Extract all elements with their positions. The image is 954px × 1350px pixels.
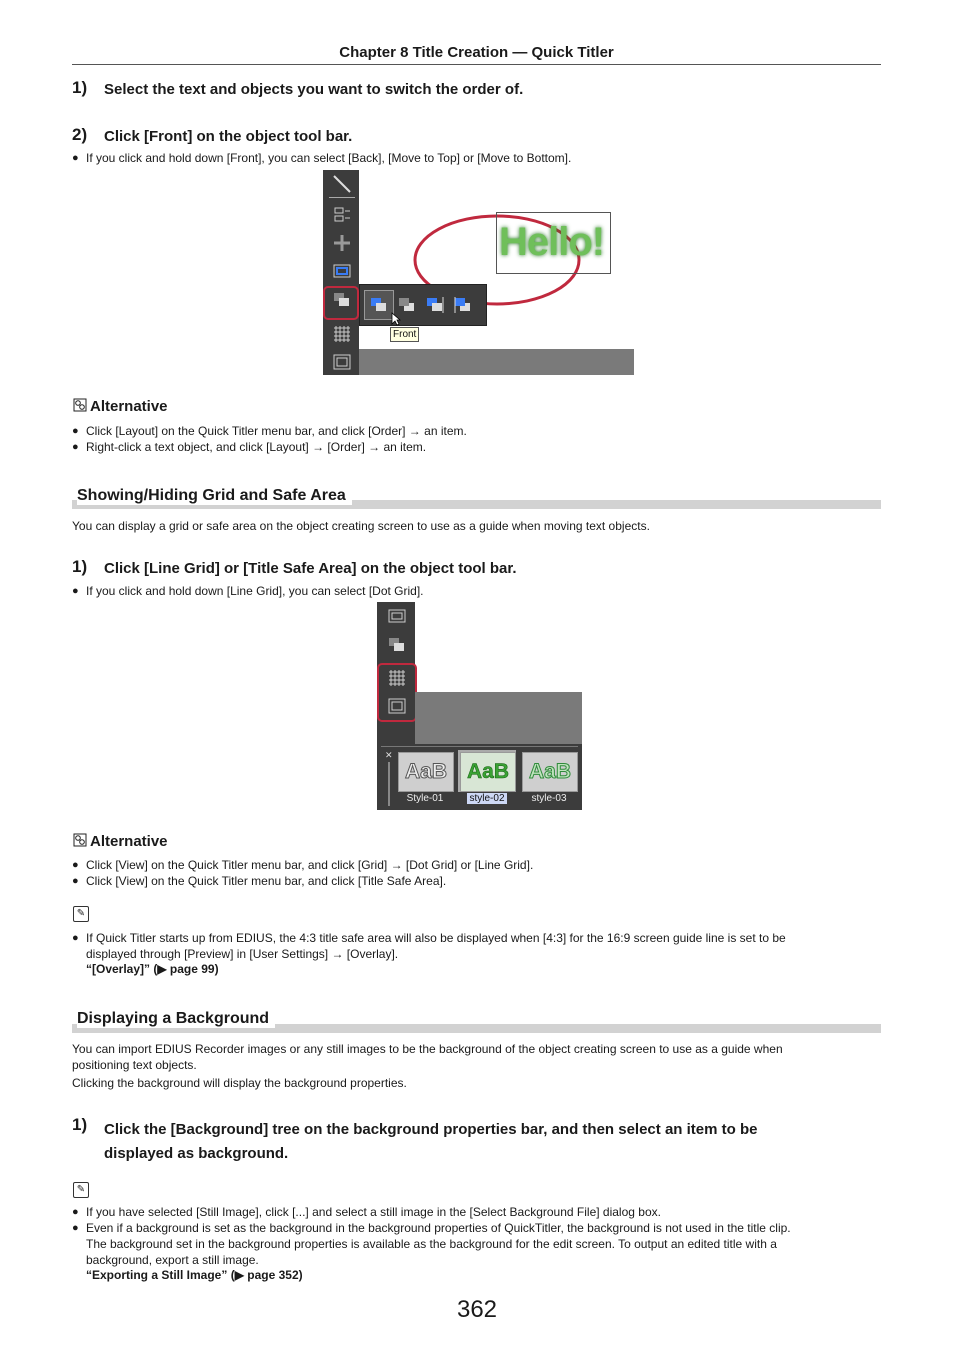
note-2-cross-reference[interactable]: “Exporting a Still Image” (▶ page 352) bbox=[86, 1268, 303, 1282]
grid-step-1-number: 1) bbox=[72, 557, 88, 576]
style-02-label[interactable]: style-02 bbox=[467, 793, 507, 804]
canvas-area-2 bbox=[415, 692, 582, 744]
page-number: 362 bbox=[456, 1296, 498, 1323]
center-tool-icon[interactable] bbox=[331, 260, 353, 282]
order-flyout bbox=[359, 284, 487, 326]
step-2-number: 2) bbox=[72, 125, 88, 144]
step-1-text: Select the text and objects you want to switch the order of. bbox=[104, 81, 524, 98]
style-01-label: Style-01 bbox=[406, 793, 444, 804]
flyout-front-icon[interactable] bbox=[368, 294, 390, 316]
note-icon-2: ✎ bbox=[73, 1182, 89, 1198]
style-panel bbox=[377, 744, 582, 810]
section-grid-intro: You can display a grid or safe area on the object creating screen to use as a guide when moving text objects. bbox=[72, 519, 650, 533]
chapter-header: Chapter 8 Title Creation — Quick Titler bbox=[339, 44, 614, 61]
distribute-tool-icon[interactable] bbox=[331, 232, 353, 254]
grid-step-1-text: Click [Line Grid] or [Title Safe Area] on the object tool bar. bbox=[104, 560, 517, 577]
step-1-number: 1) bbox=[72, 78, 88, 97]
order-front-icon-2[interactable] bbox=[386, 635, 408, 657]
panel-scroll-track[interactable] bbox=[388, 762, 390, 806]
canvas-area bbox=[359, 349, 634, 375]
style-01-thumbnail[interactable] bbox=[398, 752, 454, 792]
header-rule bbox=[72, 64, 881, 65]
note-1-bullet: ● If Quick Titler starts up from EDIUS, the 4:3 title safe area will also be displayed when [4:3] for the 16:9 screen guide line is set to be displayed through [Preview] in [User Settings] → [Overlay]. bbox=[72, 931, 786, 961]
style-02-thumbnail[interactable] bbox=[460, 752, 516, 792]
toolbar-divider bbox=[329, 197, 355, 198]
style-03-sample: AaB bbox=[528, 760, 571, 783]
title-safe-area-icon[interactable] bbox=[331, 351, 353, 373]
alternative-icon bbox=[73, 398, 87, 412]
flyout-move-to-top-icon[interactable] bbox=[424, 294, 446, 316]
section-background-title: Displaying a Background bbox=[77, 1010, 275, 1028]
note-2-bullet-1: ● If you have selected [Still Image], click [...] and select a still image in the [Select Background File] dialog box. bbox=[72, 1205, 661, 1219]
note-2-bullet-2: ● Even if a background is set as the background in the background properties of QuickTitler, the background is not used in the title clip. The background set in the background properties is available as the background for the edit screen. To output an edited title with a background, export a still image. bbox=[72, 1221, 791, 1267]
screenshot-order-toolbar bbox=[323, 170, 634, 375]
front-tooltip: Front bbox=[390, 327, 419, 342]
section-grid-title: Showing/Hiding Grid and Safe Area bbox=[77, 487, 352, 505]
note-1-cross-reference[interactable]: “[Overlay]” (▶ page 99) bbox=[86, 962, 219, 976]
grid-highlight-frame bbox=[377, 663, 417, 722]
section-background-intro: You can import EDIUS Recorder images or any still images to be the background of the object creating screen to use as a guide when positioning text objects. Clicking the background will display the background properties. bbox=[72, 1042, 783, 1090]
grid-step-1-bullet: ● If you click and hold down [Line Grid], you can select [Dot Grid]. bbox=[72, 584, 424, 598]
step-2-bullet-text: If you click and hold down [Front], you can select [Back], [Move to Top] or [Move to Bottom]. bbox=[86, 151, 572, 165]
background-step-1-number: 1) bbox=[72, 1115, 88, 1134]
align-tool-icon[interactable] bbox=[331, 204, 353, 226]
object-toolbar bbox=[323, 170, 359, 375]
hello-text-object[interactable]: Hello! bbox=[499, 220, 605, 264]
style-03-thumbnail[interactable] bbox=[522, 752, 578, 792]
alternative-icon-2 bbox=[73, 833, 87, 847]
center-tool-icon-2[interactable] bbox=[386, 605, 408, 627]
style-03-label: style-03 bbox=[531, 793, 567, 804]
line-grid-icon[interactable] bbox=[331, 323, 353, 345]
panel-divider bbox=[381, 746, 578, 747]
alternative-2-bullet-1: ● Click [View] on the Quick Titler menu bar, and click [Grid] → [Dot Grid] or [Line Grid]. bbox=[72, 858, 534, 872]
front-highlight-frame bbox=[323, 286, 359, 320]
background-step-1-text: Click the [Background] tree on the background properties bar, and then select an item to be displayed as background. bbox=[104, 1121, 758, 1162]
mouse-cursor-icon bbox=[391, 312, 401, 326]
step-2-text: Click [Front] on the object tool bar. bbox=[104, 128, 353, 145]
alternative-1-title: Alternative bbox=[90, 398, 168, 415]
panel-close-icon[interactable]: ✕ bbox=[385, 750, 393, 760]
alternative-2-bullet-2: ● Click [View] on the Quick Titler menu bar, and click [Title Safe Area]. bbox=[72, 874, 447, 888]
style-01-sample: AaB bbox=[404, 760, 447, 783]
flyout-move-to-bottom-icon[interactable] bbox=[452, 294, 474, 316]
alternative-1-bullet-2: ● Right-click a text object, and click [Layout] → [Order] → an item. bbox=[72, 440, 427, 454]
note-icon: ✎ bbox=[73, 906, 89, 922]
step-2-bullet bbox=[72, 150, 572, 166]
style-02-sample: AaB bbox=[466, 760, 509, 783]
alternative-2-title: Alternative bbox=[90, 833, 168, 850]
bullet-dot: ● bbox=[72, 152, 79, 164]
line-tool-icon[interactable] bbox=[331, 173, 353, 195]
alternative-1-bullet-1: ● Click [Layout] on the Quick Titler menu bar, and click [Order] → an item. bbox=[72, 424, 467, 438]
screenshot-grid-toolbar bbox=[377, 602, 582, 810]
